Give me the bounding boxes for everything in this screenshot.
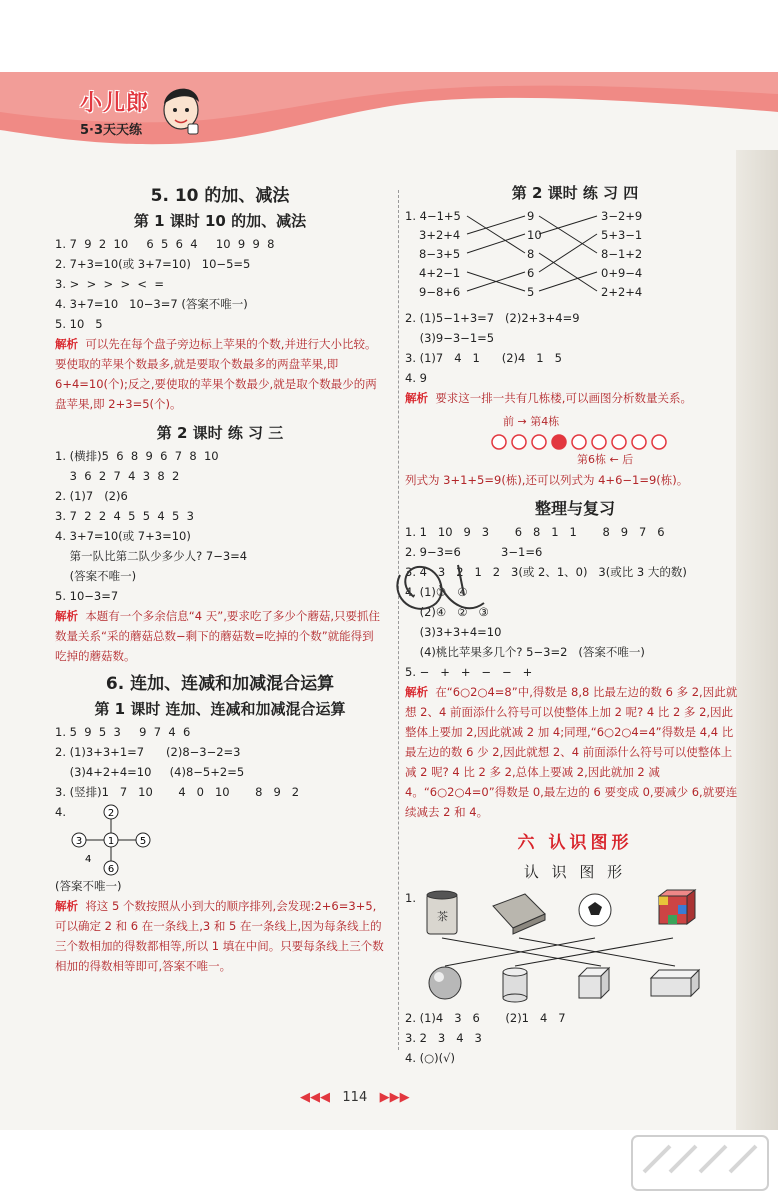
review-title: 整理与复习 [534,499,615,518]
tea-label: 茶 [437,910,448,923]
number-circle-label: 4 [85,854,92,865]
unit-six-title: 六 认识图形 [517,833,633,853]
answer-line: 4. (○)(√) [405,1051,455,1065]
building-circle [552,435,566,449]
next-arrows-icon: ▶▶▶ [379,1090,410,1105]
lesson-title-3: 第 1 课时 连加、连减和加减混合运算 [94,700,346,718]
answer-line: 4. [55,805,66,819]
building-circle [592,435,606,449]
answer-line: 4. 3+7=10 10−3=7 (答案不唯一) [55,297,248,311]
section-title-6: 6. 连加、连减和加减混合运算 [105,674,335,694]
building-circle [572,435,586,449]
building-circles [489,432,679,452]
answer-line: 5. 10 5 [55,317,103,331]
answer-line: 1. (横排)5 6 8 9 6 7 8 10 [55,449,219,463]
answer-line: 3 6 2 7 4 3 8 2 [55,469,180,483]
answer-line: (2)④ ② ③ [405,605,489,619]
shapes-matching [405,888,745,1008]
logo-text: 小儿郎 [80,91,150,116]
match-mid-item: 10 [527,228,542,242]
answer-line: (3)4+2+4=10 (4)8−5+2=5 [55,765,245,779]
analysis-text: 将这 5 个数按照从小到大的顺序排列,会发现:2+6=3+5,可以确定 2 和 6 在一条线上,3 和 5 在一条线上,因为每条线上的三个数相加的得数都相等,所以 1 填在中间。只要每条线上三个数相加的得数相等即可,答案不唯一。 [55,899,384,973]
lesson-title-4: 第 2 课时 练 习 四 [511,184,639,202]
rubiks-cube-icon [659,890,695,924]
answer-line: (答案不唯一) [55,569,137,583]
match-mid-list [527,206,541,302]
match-left-item: 9−8+6 [419,285,461,299]
number-circle-label: 2 [107,808,115,819]
analysis-note [405,388,745,408]
analysis-label: 解析 [55,899,78,913]
answer-line: 5. − + + − − + [405,665,533,679]
building-figure [405,408,745,470]
match-right-item: 8−1+2 [601,247,643,261]
prev-arrows-icon: ◀◀◀ [300,1090,330,1105]
answer-line: 3. > > > > < = [55,277,164,291]
answer-line: (4)桃比苹果多几个? 5−3=2 (答案不唯一) [405,645,645,659]
cube-icon [579,968,609,998]
match-left-item: 1. 4−1+5 [405,209,461,223]
number-circle-label: 5 [139,836,147,847]
answer-line: 1. [405,891,416,905]
analysis-label: 解析 [405,685,428,699]
left-column [55,180,385,976]
match-mid-item: 6 [527,266,535,280]
analysis-note [55,606,385,666]
answer-line: 2. (1)3+3+1=7 (2)8−3−2=3 [55,745,241,759]
building-circle [652,435,666,449]
analysis-label: 解析 [405,391,428,405]
match-right-item: 0+9−4 [601,266,643,280]
lesson-shapes-title: 认 识 图 形 [523,863,627,881]
page-footer [300,1090,410,1105]
analysis-text: 本题有一个多余信息“4 天”,要求吃了多少个蘑菇,只要抓住数量关系“采的蘑菇总数−剩下的蘑菇数=吃掉的个数”就能得到吃掉的蘑菇数。 [55,609,381,663]
sphere-icon [429,967,461,999]
answer-line: 4. 9 [405,371,427,385]
page-number: 114 [342,1090,368,1105]
answer-line: 3. 2 3 4 3 [405,1031,482,1045]
answer-line: 3. (1)7 4 1 (2)4 1 5 [405,351,562,365]
answer-line: 4. (1)① ④ [405,585,468,599]
building-circle [612,435,626,449]
building-circle [512,435,526,449]
answer-line: 2. (1)5−1+3=7 (2)2+3+4=9 [405,311,580,325]
match-right-item: 3−2+9 [601,209,643,223]
match-right-item: 5+3−1 [601,228,643,242]
answer-line: 2. 9−3=6 3−1=6 [405,545,543,559]
watermark-logo-icon [630,1132,770,1194]
answer-line: 3. (竖排)1 7 10 4 0 10 8 9 2 [55,785,300,799]
building-circle [532,435,546,449]
cross-number-figure [65,804,145,876]
cross-figure-row [55,802,385,876]
analysis-label: 解析 [55,337,78,351]
shapes-figure [415,888,715,1008]
analysis-text-continued: 列式为 3+1+5=9(栋),还可以列式为 4+6−1=9(栋)。 [405,473,689,487]
book-icon [493,894,545,934]
football-icon [579,894,611,926]
answer-line: 2. 7+3=10(或 3+7=10) 10−5=5 [55,257,251,271]
answer-line: 4. 3+7=10(或 7+3=10) [55,529,191,543]
analysis-text: 在“6○2○4=8”中,得数是 8,8 比最左边的数 6 多 2,因此就想 2、4 前面添什么符号可以使整体上加 2 呢? 4 比 2 多 2,因此整体上要加 2,因此就减 2 加 4;同理,“6○2○4=4”得数是 4,4 比最左边的数 6 少 2,因此就想 2、4 前面添什么符号可以使整体上减 2 呢? 4 比 2 多 2,总体上要减 2,因此就加 2 减 4。“6○2○4=0”得数是 0,最左边的 6 要变成 0,要减少 6,就要连续减去 2 和 4。 [405,685,738,819]
match-mid-item: 8 [527,247,535,261]
answer-line: 3. 7 2 2 4 5 5 4 5 3 [55,509,194,523]
building-circle [632,435,646,449]
building-circle [492,435,506,449]
matching-exercise [405,206,745,308]
number-circle-label: 6 [107,864,115,875]
answer-line: (3)9−3−1=5 [405,331,495,345]
lesson-title-1: 第 1 课时 10 的加、减法 [133,212,307,230]
logo [80,86,149,138]
analysis-text: 要求这一排一共有几栋楼,可以画图分析数量关系。 [435,391,692,405]
lesson-title-2: 第 2 课时 练 习 三 [156,424,284,442]
answer-line: 1. 7 9 2 10 6 5 6 4 10 9 9 8 [55,237,275,251]
match-left-item: 8−3+5 [419,247,461,261]
match-mid-item: 5 [527,285,535,299]
match-mid-item: 9 [527,209,535,223]
answer-line: 3. 4 3 2 1 2 3(或 2、1、0) 3(或比 3 大的数) [405,565,687,579]
answer-line: (答案不唯一) [55,879,122,893]
cuboid-icon [651,970,699,996]
match-right-item: 2+2+4 [601,285,643,299]
number-circle-label: 1 [107,836,115,847]
answer-line: 2. (1)4 3 6 (2)1 4 7 [405,1011,566,1025]
section-title-5: 5. 10 的加、减法 [150,186,290,206]
answer-line: (3)3+3+4=10 [405,625,502,639]
analysis-text: 可以先在每个盘子旁边标上苹果的个数,并进行大小比较。要使取的苹果个数最多,就是要取个数最多的两盘苹果,即 6+4=10(个);反之,要使取的苹果个数最少,就是取个数最少的两盘苹果,即 2+3=5(个)。 [55,337,377,411]
analysis-note [55,334,385,414]
match-left-item: 3+2+4 [419,228,461,242]
answer-line: 第一队比第二队少多少人? 7−3=4 [55,549,248,563]
answer-line: 2. (1)7 (2)6 [55,489,128,503]
answer-line: 5. 10−3=7 [55,589,119,603]
logo-subtext: 5·3天天练 [80,123,143,138]
number-circle-label: 3 [75,836,83,847]
cylinder-icon [503,968,527,1002]
match-right-list [601,206,665,302]
analysis-note [405,682,740,822]
handwritten-mark-icon [380,545,500,635]
boy-mascot-icon [158,80,204,138]
match-left-item: 4+2−1 [419,266,461,280]
figure-front-label: 前 → 第4栋 [503,415,560,428]
analysis-note [55,896,385,976]
analysis-label: 解析 [55,609,78,623]
figure-back-label: 第6栋 ← 后 [577,453,634,466]
answer-line: 1. 5 9 5 3 9 7 4 6 [55,725,191,739]
answer-line: 1. 1 10 9 3 6 8 1 1 8 9 7 6 [405,525,665,539]
match-left-list [405,206,467,302]
